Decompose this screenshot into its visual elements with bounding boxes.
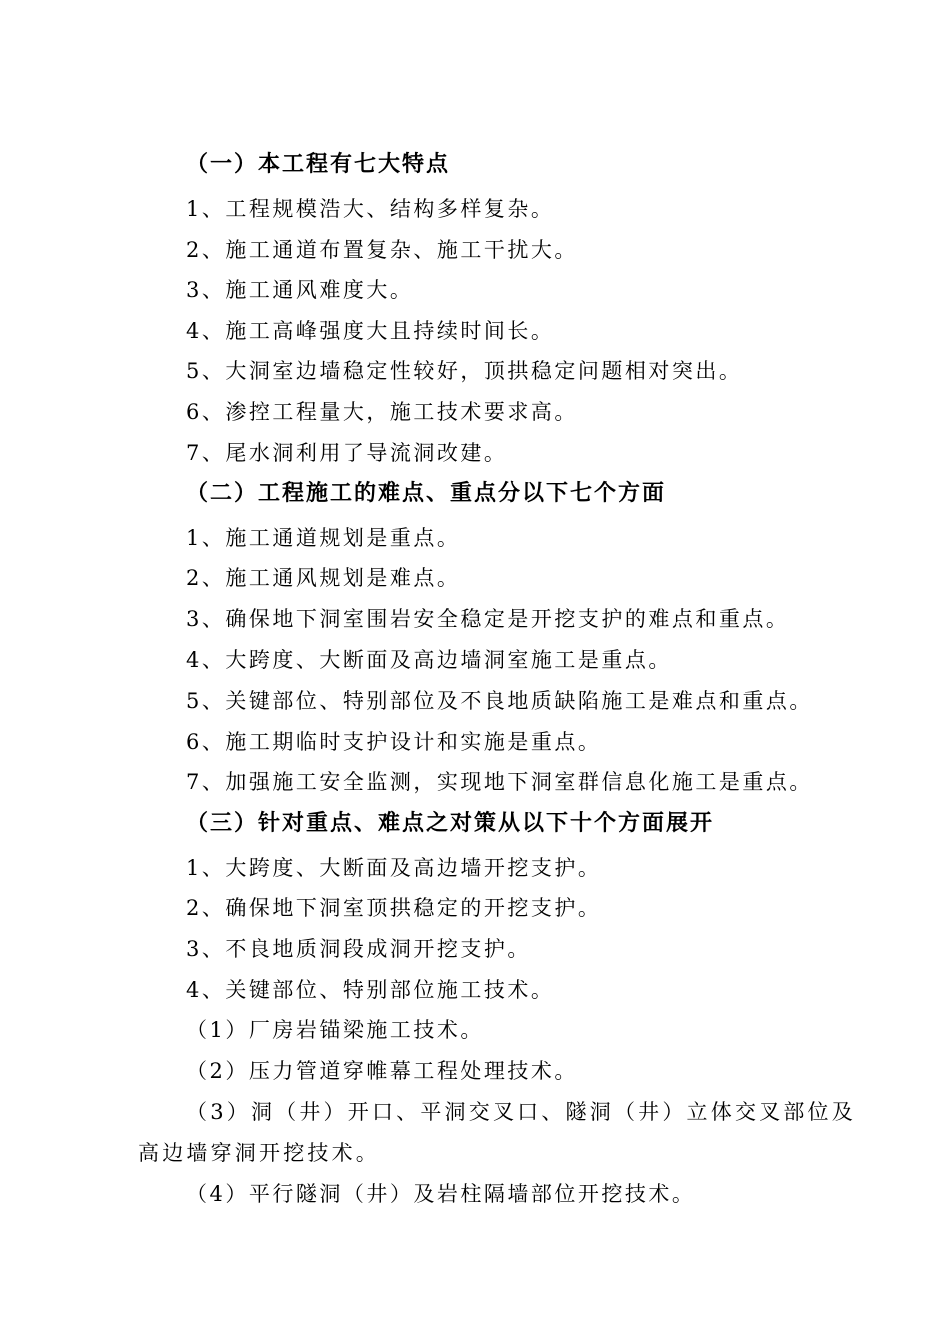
section-2-item-1: 1、施工通道规划是重点。: [186, 526, 461, 550]
section-3-subitem-1: （1）厂房岩锚梁施工技术。: [186, 1018, 484, 1042]
section-2-item-2: 2、施工通风规划是难点。: [186, 566, 461, 590]
section-3-item-3: 3、不良地质洞段成洞开挖支护。: [186, 937, 531, 961]
section-2-heading: （二）工程施工的难点、重点分以下七个方面: [186, 480, 667, 506]
section-1-item-5: 5、大洞室边墙稳定性较好，顶拱稳定问题相对突出。: [186, 359, 743, 383]
section-3-heading: （三）针对重点、难点之对策从以下十个方面展开: [186, 810, 715, 836]
section-2-item-5: 5、关键部位、特别部位及不良地质缺陷施工是难点和重点。: [186, 689, 813, 713]
section-2-item-7: 7、加强施工安全监测，实现地下洞室群信息化施工是重点。: [186, 770, 813, 794]
section-1-item-1: 1、工程规模浩大、结构多样复杂。: [186, 197, 555, 221]
section-2-item-4: 4、大跨度、大断面及高边墙洞室施工是重点。: [186, 648, 672, 672]
section-1-item-2: 2、施工通道布置复杂、施工干扰大。: [186, 238, 578, 262]
section-3-subitem-3: （3）洞（井）开口、平洞交叉口、隧洞（井）立体交叉部位及高边墙穿洞开挖技术。: [138, 1100, 856, 1165]
section-2-item-6: 6、施工期临时支护设计和实施是重点。: [186, 730, 602, 754]
section-3-item-1: 1、大跨度、大断面及高边墙开挖支护。: [186, 856, 602, 880]
section-1-item-3: 3、施工通风难度大。: [186, 278, 414, 302]
section-2-item-3: 3、确保地下洞室围岩安全稳定是开挖支护的难点和重点。: [186, 607, 790, 631]
section-1-item-6: 6、渗控工程量大，施工技术要求高。: [186, 400, 578, 424]
section-3-subitem-4: （4）平行隧洞（井）及岩柱隔墙部位开挖技术。: [186, 1182, 696, 1206]
section-1-item-4: 4、施工高峰强度大且持续时间长。: [186, 319, 555, 343]
section-1-heading: （一）本工程有七大特点: [186, 151, 451, 177]
section-3-item-2: 2、确保地下洞室顶拱稳定的开挖支护。: [186, 896, 602, 920]
section-3-item-4: 4、关键部位、特别部位施工技术。: [186, 978, 555, 1002]
section-1-item-7: 7、尾水洞利用了导流洞改建。: [186, 441, 508, 465]
section-3-subitem-2: （2）压力管道穿帷幕工程处理技术。: [186, 1059, 578, 1083]
